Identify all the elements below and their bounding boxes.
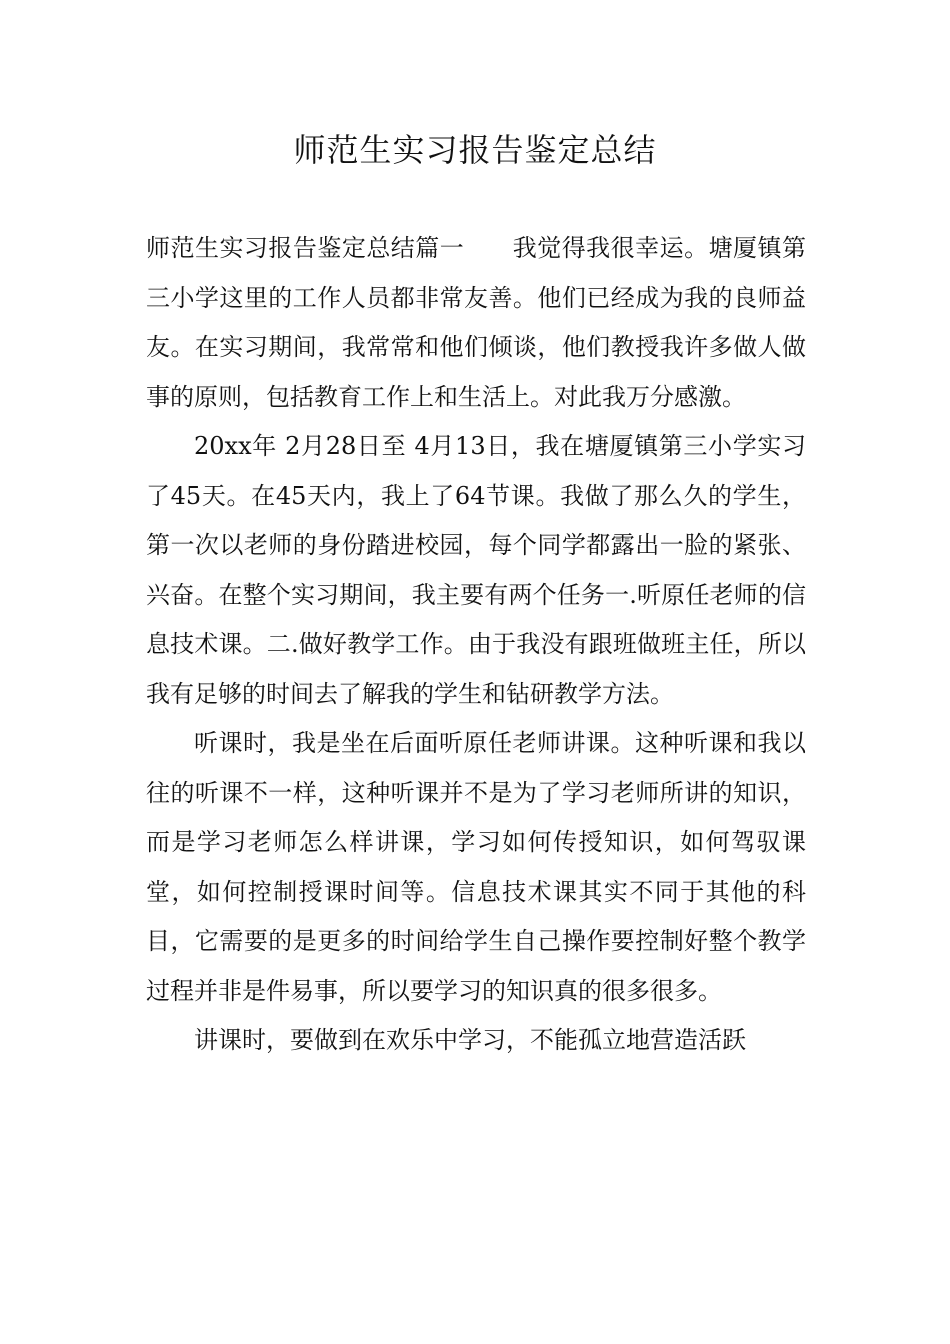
document-title: 师范生实习报告鉴定总结 [293,131,657,169]
paragraph-2: 20xx年 2月28日至 4月13日，我在塘厦镇第三小学实习了45天。在45天内，我上了64节课。我做了那么久的学生，第一次以老师的身份踏进校园，每个同学都露出一脸的紧张、兴奋。在整个实习期间，我主要有两个任务一.听原任老师的信息技术课。二.做好教学工作。由于我没有跟班做班主任，所以我有足够的时间去了解我的学生和钻研教学方法。 [146,432,806,708]
paragraph-1 [146,224,806,422]
document-body [146,224,806,1066]
paragraph-1-text: 我觉得我很幸运。塘厦镇第三小学这里的工作人员都非常友善。他们已经成为我的良师益友。在实习期间，我常常和他们倾谈，他们教授我许多做人做事的原则，包括教育工作上和生活上。对此我万分感激。 [146,234,807,411]
paragraph-4: 讲课时，要做到在欢乐中学习，不能孤立地营造活跃 [194,1026,746,1054]
paragraph-3: 听课时，我是坐在后面听原任老师讲课。这种听课和我以往的听课不一样，这种听课并不是为了学习老师所讲的知识，而是学习老师怎么样讲课，学习如何传授知识，如何驾驭课堂，如何控制授课时间等。信息技术课其实不同于其他的科目，它需要的是更多的时间给学生自己操作要控制好整个教学过程并非是件易事，所以要学习的知识真的很多很多。 [146,729,806,1005]
paragraph-1-lead: 师范生实习报告鉴定总结篇一 [146,234,465,262]
